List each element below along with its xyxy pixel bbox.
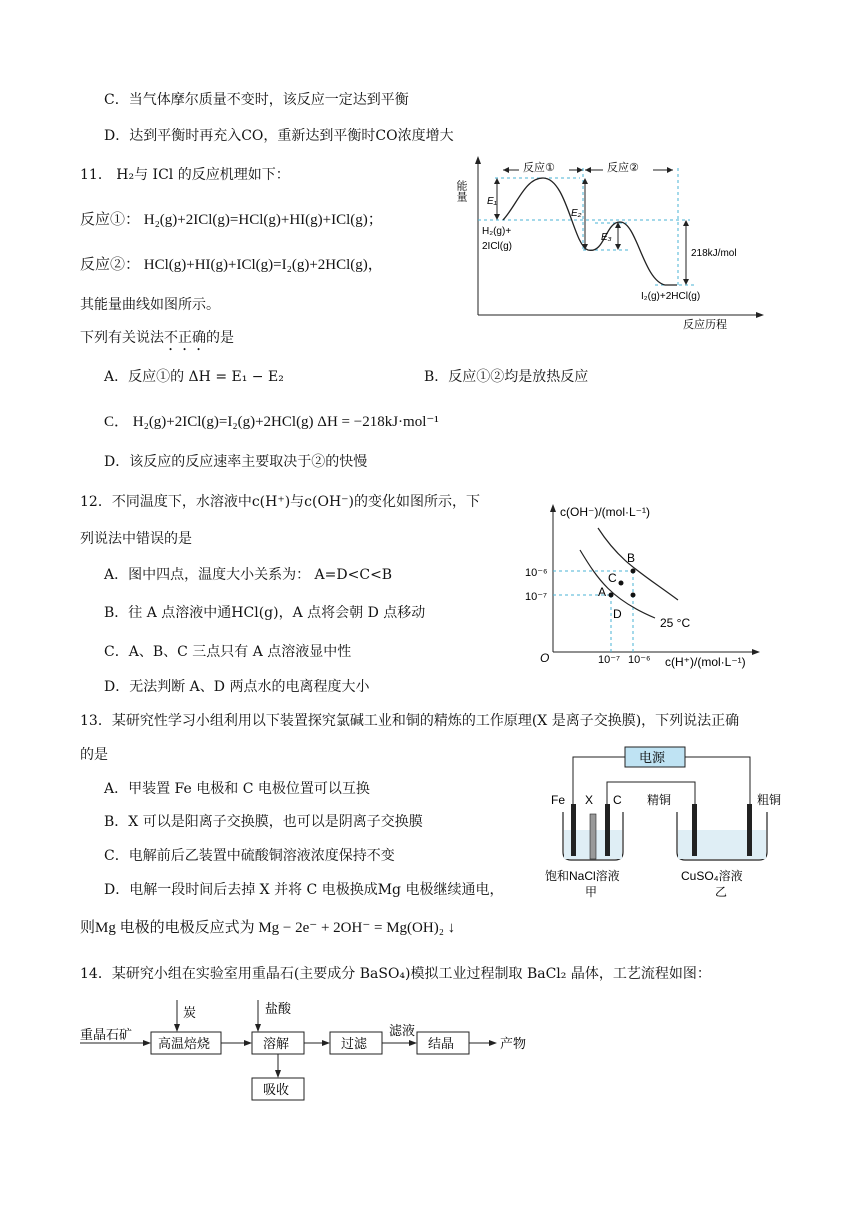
q11-e3-label: E₃	[601, 232, 612, 243]
q10-option-d: D．达到平衡时再充入CO，重新达到平衡时CO浓度增大	[104, 128, 454, 144]
q12-x-axis-label: c(H⁺)/(mol·L⁻¹)	[665, 655, 746, 669]
q11-energy-diagram	[455, 150, 785, 335]
q12-y-axis-label: c(OH⁻)/(mol·L⁻¹)	[560, 505, 650, 519]
q14-product-label: 产物	[500, 1036, 527, 1051]
q12-y-tick-6: 10⁻⁶	[525, 567, 548, 579]
q11-reaction-2: 反应②： HCl(g)+HI(g)+ICl(g)=I₂(g)+2HCl(g)，	[80, 257, 383, 273]
q14-stem: 14．某研究小组在实验室用重晶石(主要成分 BaSO₄)模拟工业过程制取 BaCl₂ 晶体，工艺流程如图：	[80, 966, 711, 982]
q14-absorb-label: 吸收	[263, 1082, 290, 1097]
q11-end-label: I₂(g)+2HCl(g)	[641, 291, 701, 302]
q12-point-a: A	[598, 585, 607, 599]
q11-segment-2-label: 反应②	[607, 162, 639, 174]
q13-stem-line-2: 的是	[80, 747, 108, 763]
q14-carbon-label: 炭	[183, 1005, 197, 1020]
q12-option-a: A．图中四点，温度大小关系为： A=D<C<B	[104, 567, 393, 583]
q13-beaker-1-solution: 饱和NaCl溶液	[545, 869, 620, 883]
q13-beaker-2-name: 乙	[715, 885, 728, 899]
q13-electrolysis-apparatus	[545, 742, 790, 907]
q14-hcl-label: 盐酸	[265, 1001, 292, 1016]
q11-start-label-1: H₂(g)+	[482, 226, 512, 237]
q11-segment-1-label: 反应①	[523, 162, 555, 174]
q12-temp-label: 25 °C	[660, 616, 691, 630]
q12-ion-product-graph	[520, 500, 770, 675]
q13-option-d-line-2: 则Mg 电极的电极反应式为 Mg − 2e⁻ + 2OH⁻ = Mg(OH)₂ ↓	[80, 920, 456, 936]
q12-x-tick-6: 10⁻⁶	[628, 654, 651, 666]
q11-option-a: A．反应①的 ΔH = E₁ − E₂	[104, 369, 284, 385]
q11-e1-label: E₁	[487, 196, 497, 207]
q13-option-b: B．X 可以是阳离子交换膜，也可以是阴离子交换膜	[104, 814, 423, 830]
q11-option-b: B．反应①②均是放热反应	[424, 369, 589, 385]
q14-crystal-label: 结晶	[428, 1036, 455, 1051]
q12-origin-label: O	[540, 651, 550, 665]
q14-dissolve-label: 溶解	[263, 1036, 290, 1051]
q11-question-emphasis: 不正确	[164, 330, 206, 346]
q12-option-c: C．A、B、C 三点只有 A 点溶液显中性	[104, 644, 352, 660]
q11-option-d: D．该反应的反应速率主要取决于②的快慢	[104, 454, 368, 470]
q12-stem-line-1: 12．不同温度下，水溶液中c(H⁺)与c(OH⁻)的变化如图所示，下	[80, 494, 481, 510]
q13-option-d: D．电解一段时间后去掉 X 并将 C 电极换成Mg 电极继续通电，	[104, 882, 504, 898]
q12-point-b: B	[627, 551, 636, 565]
q11-note: 其能量曲线如图所示。	[80, 297, 220, 313]
q11-dh-label: 218kJ/mol	[691, 248, 737, 259]
q11-stem: 11． H₂与 ICl 的反应机理如下：	[80, 167, 290, 183]
q12-point-c: C	[608, 571, 617, 585]
q13-c-label: C	[613, 793, 622, 807]
q14-roast-label: 高温焙烧	[158, 1036, 211, 1051]
q11-option-c: C． H₂(g)+2ICl(g)=I₂(g)+2HCl(g) ΔH = −218kJ·mol⁻¹	[104, 414, 439, 430]
q11-reaction-1: 反应①： H₂(g)+2ICl(g)=HCl(g)+HI(g)+ICl(g)；	[80, 212, 383, 228]
q12-stem-line-2: 列说法中错误的是	[80, 531, 192, 547]
q11-x-axis-label: 反应历程	[683, 319, 727, 331]
q14-filter-label: 过滤	[341, 1036, 368, 1051]
q11-question-pre: 下列有关说法	[80, 330, 164, 346]
q14-process-flow	[75, 995, 545, 1110]
q10-option-c: C．当气体摩尔质量不变时，该反应一定达到平衡	[104, 92, 409, 108]
q13-power-label: 电源	[639, 750, 666, 765]
q11-start-label-2: 2ICl(g)	[482, 241, 513, 252]
q13-fe-label: Fe	[551, 793, 566, 807]
q13-crude-copper-label: 粗铜	[757, 793, 782, 807]
q11-e2-label: E₂	[571, 208, 582, 219]
q12-y-tick-7: 10⁻⁷	[525, 591, 548, 603]
q14-input-label: 重晶石矿	[80, 1027, 133, 1042]
q13-pure-copper-label: 精铜	[647, 793, 672, 807]
q13-option-a: A．甲装置 Fe 电极和 C 电极位置可以互换	[104, 781, 370, 797]
q13-option-c: C．电解前后乙装置中硫酸铜溶液浓度保持不变	[104, 848, 395, 864]
q12-option-d: D．无法判断 A、D 两点水的电离程度大小	[104, 679, 370, 695]
q12-point-d: D	[613, 607, 622, 621]
q13-stem-line-1: 13．某研究性学习小组利用以下装置探究氯碱工业和铜的精炼的工作原理(X 是离子交换膜)，下列说法正确	[80, 713, 740, 729]
q12-option-b: B．往 A 点溶液中通HCl(g)，A 点将会朝 D 点移动	[104, 605, 426, 621]
q11-question	[80, 328, 234, 354]
q12-x-tick-7: 10⁻⁷	[598, 654, 621, 666]
q13-x-label: X	[585, 793, 594, 807]
q13-beaker-1-name: 甲	[585, 885, 598, 899]
q14-filtrate-label: 滤液	[389, 1023, 416, 1038]
q13-beaker-2-solution: CuSO₄溶液	[681, 869, 743, 883]
q11-y-axis-label: 能量	[455, 180, 467, 202]
q11-question-post: 的是	[206, 330, 234, 346]
